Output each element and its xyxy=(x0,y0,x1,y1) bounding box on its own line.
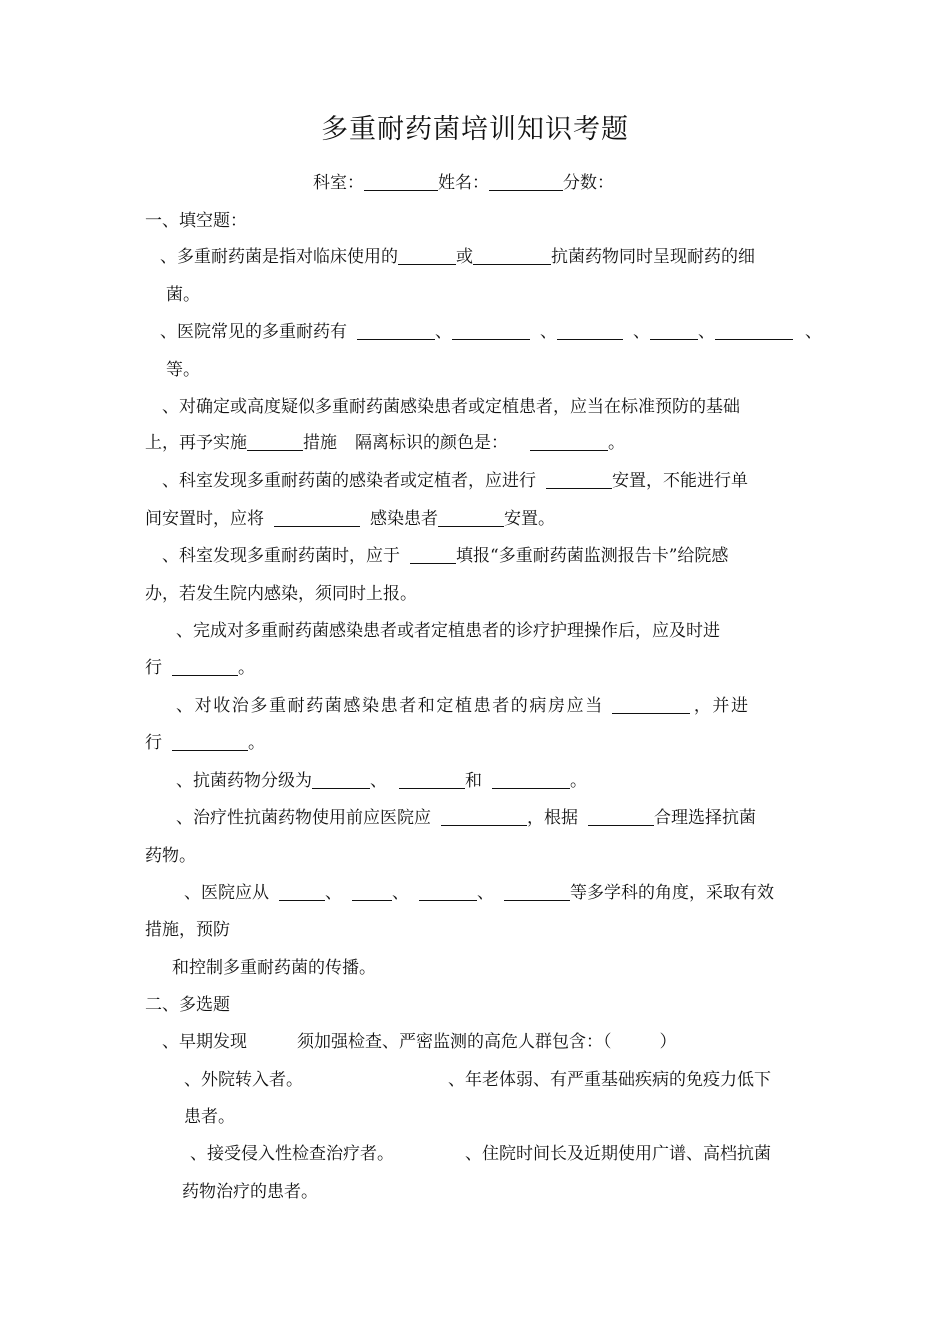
question-8-line-1: 、抗菌药物分级为 、 和 。 xyxy=(176,771,587,791)
question-9-line-2: 药物。 xyxy=(145,846,196,866)
answer-blank[interactable] xyxy=(357,323,435,340)
answer-blank[interactable] xyxy=(410,547,456,564)
answer-blank[interactable] xyxy=(441,809,527,826)
answer-blank[interactable] xyxy=(452,323,530,340)
answer-blank[interactable] xyxy=(557,323,623,340)
question-3-line-1: 、对确定或高度疑似多重耐药菌感染患者或定植患者，应当在标准预防的基础 xyxy=(162,397,740,417)
question-10-line-1: 、医院应从 、 、 、 等多学科的角度，采取有效 xyxy=(184,883,774,903)
question-7-line-1: 、对收治多重耐药菌感染患者和定植患者的病房应当 ，并进 xyxy=(176,696,750,716)
question-9-line-1: 、治疗性抗菌药物使用前应医院应 ，根据 合理选择抗菌 xyxy=(176,808,756,828)
answer-blank[interactable] xyxy=(715,323,793,340)
answer-blank[interactable] xyxy=(650,323,698,340)
answer-blank[interactable] xyxy=(612,697,690,714)
question-10-line-2: 措施，预防 xyxy=(145,920,230,940)
answer-blank[interactable] xyxy=(172,734,248,751)
question-2-line-2: 等。 xyxy=(166,360,200,380)
question-5-line-1: 、科室发现多重耐药菌时，应于 填报“多重耐药菌监测报告卡”给院感 xyxy=(162,546,729,566)
mc-option-4[interactable]: 、住院时间长及近期使用广谱、高档抗菌 xyxy=(465,1144,771,1164)
answer-blank[interactable] xyxy=(247,434,303,451)
score-label: 分数： xyxy=(563,173,614,193)
question-3-line-2: 上，再予实施 措施 隔离标识的颜色是： 。 xyxy=(145,433,625,453)
header-line xyxy=(313,172,614,194)
name-label: 姓名： xyxy=(438,173,489,193)
name-blank[interactable] xyxy=(489,174,563,191)
question-5-line-2: 办，若发生院内感染，须同时上报。 xyxy=(145,584,417,604)
answer-blank[interactable] xyxy=(438,510,504,527)
mc-option-1[interactable]: 、外院转入者。 xyxy=(184,1070,303,1090)
answer-blank[interactable] xyxy=(492,772,570,789)
answer-blank[interactable] xyxy=(279,884,325,901)
answer-blank[interactable] xyxy=(419,884,477,901)
dept-label: 科室： xyxy=(313,173,364,193)
section2-heading: 二、多选题 xyxy=(145,995,230,1015)
answer-blank[interactable] xyxy=(588,809,654,826)
mc-option-3[interactable]: 、接受侵入性检查治疗者。 xyxy=(190,1144,394,1164)
answer-blank[interactable] xyxy=(399,772,465,789)
answer-blank[interactable] xyxy=(473,248,551,265)
mc-question-1: 、早期发现 须加强检查、严密监测的高危人群包含：（ ） xyxy=(162,1032,677,1052)
answer-blank[interactable] xyxy=(546,472,612,489)
question-2-line-1: 、医院常见的多重耐药有 、 、 、 、 、 xyxy=(160,322,822,342)
mc-option-4-cont: 药物治疗的患者。 xyxy=(182,1182,318,1202)
question-6-line-2: 行 。 xyxy=(145,658,255,678)
answer-blank[interactable] xyxy=(172,659,238,676)
answer-blank[interactable] xyxy=(398,248,456,265)
question-1-line-1: 、多重耐药菌是指对临床使用的 或 抗菌药物同时呈现耐药的细 xyxy=(160,247,755,267)
answer-blank[interactable] xyxy=(352,884,392,901)
question-4-line-2: 间安置时，应将 感染患者 安置。 xyxy=(145,509,555,529)
mc-option-2[interactable]: 、年老体弱、有严重基础疾病的免疫力低下 xyxy=(448,1070,771,1090)
answer-blank[interactable] xyxy=(530,434,608,451)
page-title: 多重耐药菌培训知识考题 xyxy=(321,114,629,145)
question-10-line-3: 和控制多重耐药菌的传播。 xyxy=(172,958,376,978)
answer-blank[interactable] xyxy=(274,510,360,527)
mc-option-2-cont: 患者。 xyxy=(184,1107,235,1127)
dept-blank[interactable] xyxy=(364,174,438,191)
question-4-line-1: 、科室发现多重耐药菌的感染者或定植者，应进行 安置，不能进行单 xyxy=(162,471,748,491)
question-7-line-2: 行 。 xyxy=(145,733,265,753)
question-1-line-2: 菌。 xyxy=(166,285,200,305)
section1-heading: 一、填空题： xyxy=(145,211,247,231)
question-6-line-1: 、完成对多重耐药菌感染患者或者定植患者的诊疗护理操作后，应及时进 xyxy=(176,621,720,641)
answer-blank[interactable] xyxy=(504,884,570,901)
answer-blank[interactable] xyxy=(312,772,370,789)
